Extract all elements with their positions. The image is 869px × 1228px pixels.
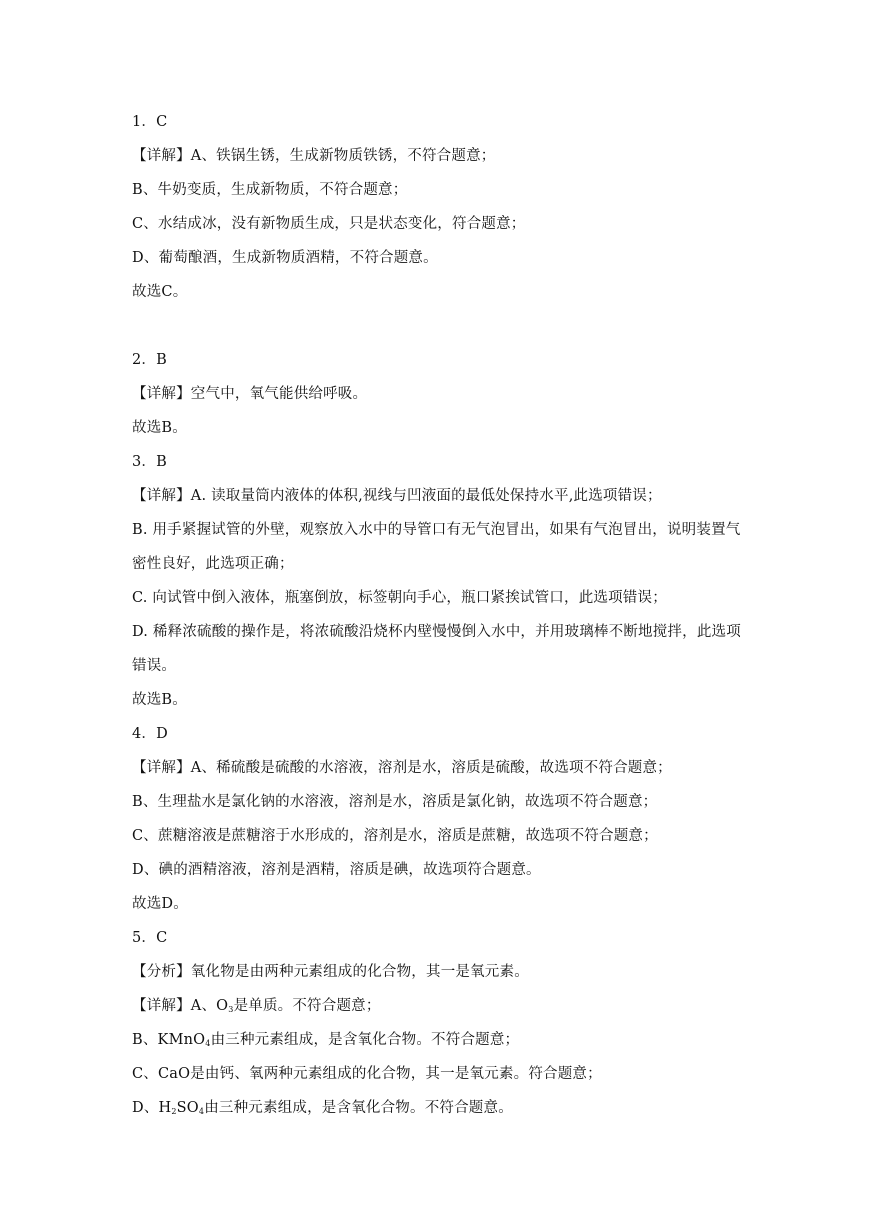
answer-line: B、牛奶变质，生成新物质，不符合题意； (132, 182, 408, 198)
answer-line: C. 向试管中倒入液体，瓶塞倒放，标签朝向手心，瓶口紧挨试管口，此选项错误； (132, 590, 667, 606)
answer-number: 1．C (132, 114, 168, 130)
answer-number: 5．C (132, 930, 168, 946)
answer-line: 【详解】A. 读取量筒内液体的体积,视线与凹液面的最低处保持水平,此选项错误； (132, 488, 662, 504)
answer-line: B、生理盐水是氯化钠的水溶液，溶剂是水，溶质是氯化钠，故选项不符合题意； (132, 794, 658, 810)
answer-number: 4．D (132, 726, 168, 742)
answer-line-formula: D、$H_2SO_4$由三种元素组成，是含氧化合物。不符合题意。 (132, 1100, 513, 1116)
answer-line: 故选C。 (132, 284, 188, 300)
answer-line: D. 稀释浓硫酸的操作是，将浓硫酸沿烧杯内壁慢慢倒入水中，并用玻璃棒不断地搅拌，此选项错误。 (132, 624, 741, 674)
answer-line: 【分析】氧化物是由两种元素组成的化合物，其一是氧元素。 (132, 964, 529, 980)
answer-line-formula: B、KMnO$_4$由三种元素组成，是含氧化合物。不符合题意； (132, 1032, 520, 1048)
answer-line: 【详解】空气中，氧气能供给呼吸。 (132, 386, 368, 402)
answer-line: B. 用手紧握试管的外壁，观察放入水中的导管口有无气泡冒出，如果有气泡冒出，说明装置气密性良好，此选项正确； (132, 522, 741, 572)
answer-line: D、葡萄酿酒，生成新物质酒精，不符合题意。 (132, 250, 438, 266)
answer-line: 故选B。 (132, 420, 187, 436)
answer-line: D、碘的酒精溶液，溶剂是酒精，溶质是碘，故选项符合题意。 (132, 862, 541, 878)
answer-line: C、水结成冰，没有新物质生成，只是状态变化，符合题意； (132, 216, 526, 232)
answer-line: 【详解】A、稀硫酸是硫酸的水溶液，溶剂是水，溶质是硫酸，故选项不符合题意； (132, 760, 672, 776)
answer-line-formula: 【详解】A、$O_3$是单质。不符合题意； (132, 998, 381, 1014)
answer-line: C、蔗糖溶液是蔗糖溶于水形成的，溶剂是水，溶质是蔗糖，故选项不符合题意； (132, 828, 658, 844)
answer-line: 故选B。 (132, 692, 187, 708)
answer-line-formula: C、CaO是由钙、氧两种元素组成的化合物，其一是氧元素。符合题意； (132, 1066, 602, 1082)
answer-number: 3．B (132, 454, 167, 470)
answer-line: 故选D。 (132, 896, 188, 912)
answer-line: 【详解】A、铁锅生锈，生成新物质铁锈，不符合题意； (132, 148, 496, 164)
answer-number: 2．B (132, 352, 167, 368)
